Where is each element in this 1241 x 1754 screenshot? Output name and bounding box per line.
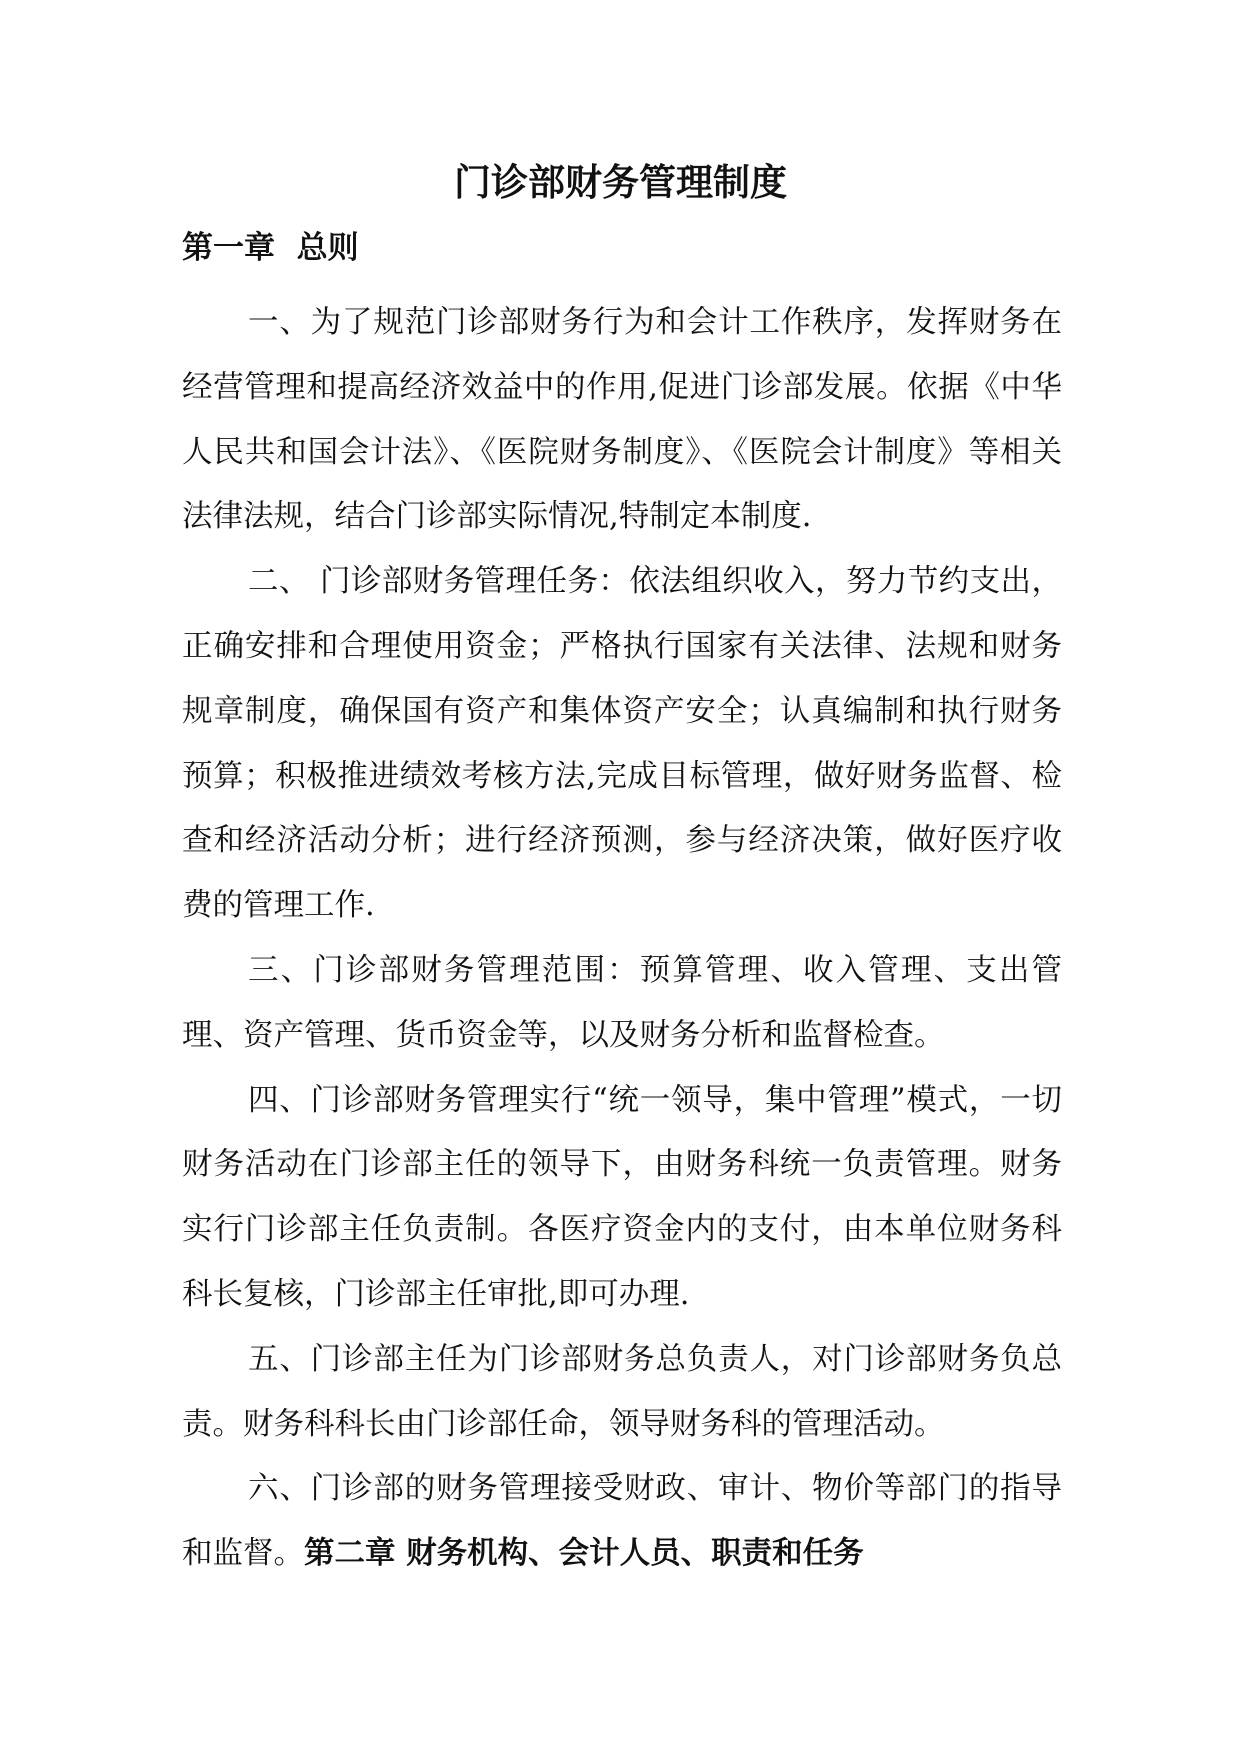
chapter-1-heading: 第一章 总则 (182, 230, 359, 266)
chapter-2-heading: 第二章 财务机构、会计人员、职责和任务 (304, 1536, 864, 1572)
paragraph-1: 一、为了规范门诊部财务行为和会计工作秩序，发挥财务在经营管理和提高经济效益中的作用,促进门诊部发展。依据《中华人民共和国会计法》、《医院财务制度》、《医院会计制度》等相关法律法规，结合门诊部实际情况,特制定本制度. (182, 305, 1062, 535)
paragraph-6-text: 六、门诊部的财务管理接受财政、审计、物价等部门的指导和监督。 (182, 1471, 1062, 1572)
paragraph-2: 二、 门诊部财务管理任务：依法组织收入，努力节约支出，正确安排和合理使用资金；严格执行国家有关法律、法规和财务规章制度，确保国有资产和集体资产安全；认真编制和执行财务预算；积极推进绩效考核方法,完成目标管理，做好财务监督、检查和经济活动分析；进行经济预测，参与经济决策，做好医疗收费的管理工作. (182, 564, 1062, 924)
paragraph-4: 四、门诊部财务管理实行“统一领导，集中管理”模式，一切财务活动在门诊部主任的领导下，由财务科统一负责管理。财务实行门诊部主任负责制。各医疗资金内的支付，由本单位财务科科长复核，门诊部主任审批,即可办理. (182, 1082, 1062, 1312)
paragraph-5: 五、门诊部主任为门诊部财务总负责人，对门诊部财务负总责。财务科科长由门诊部任命，领导财务科的管理活动。 (182, 1341, 1062, 1442)
paragraph-3: 三、门诊部财务管理范围：预算管理、收入管理、支出管理、资产管理、货币资金等，以及财务分析和监督检查。 (182, 952, 1062, 1053)
paragraph-6 (182, 1457, 1062, 1587)
document-body (182, 291, 1062, 1587)
document-title: 门诊部财务管理制度 (454, 161, 787, 204)
